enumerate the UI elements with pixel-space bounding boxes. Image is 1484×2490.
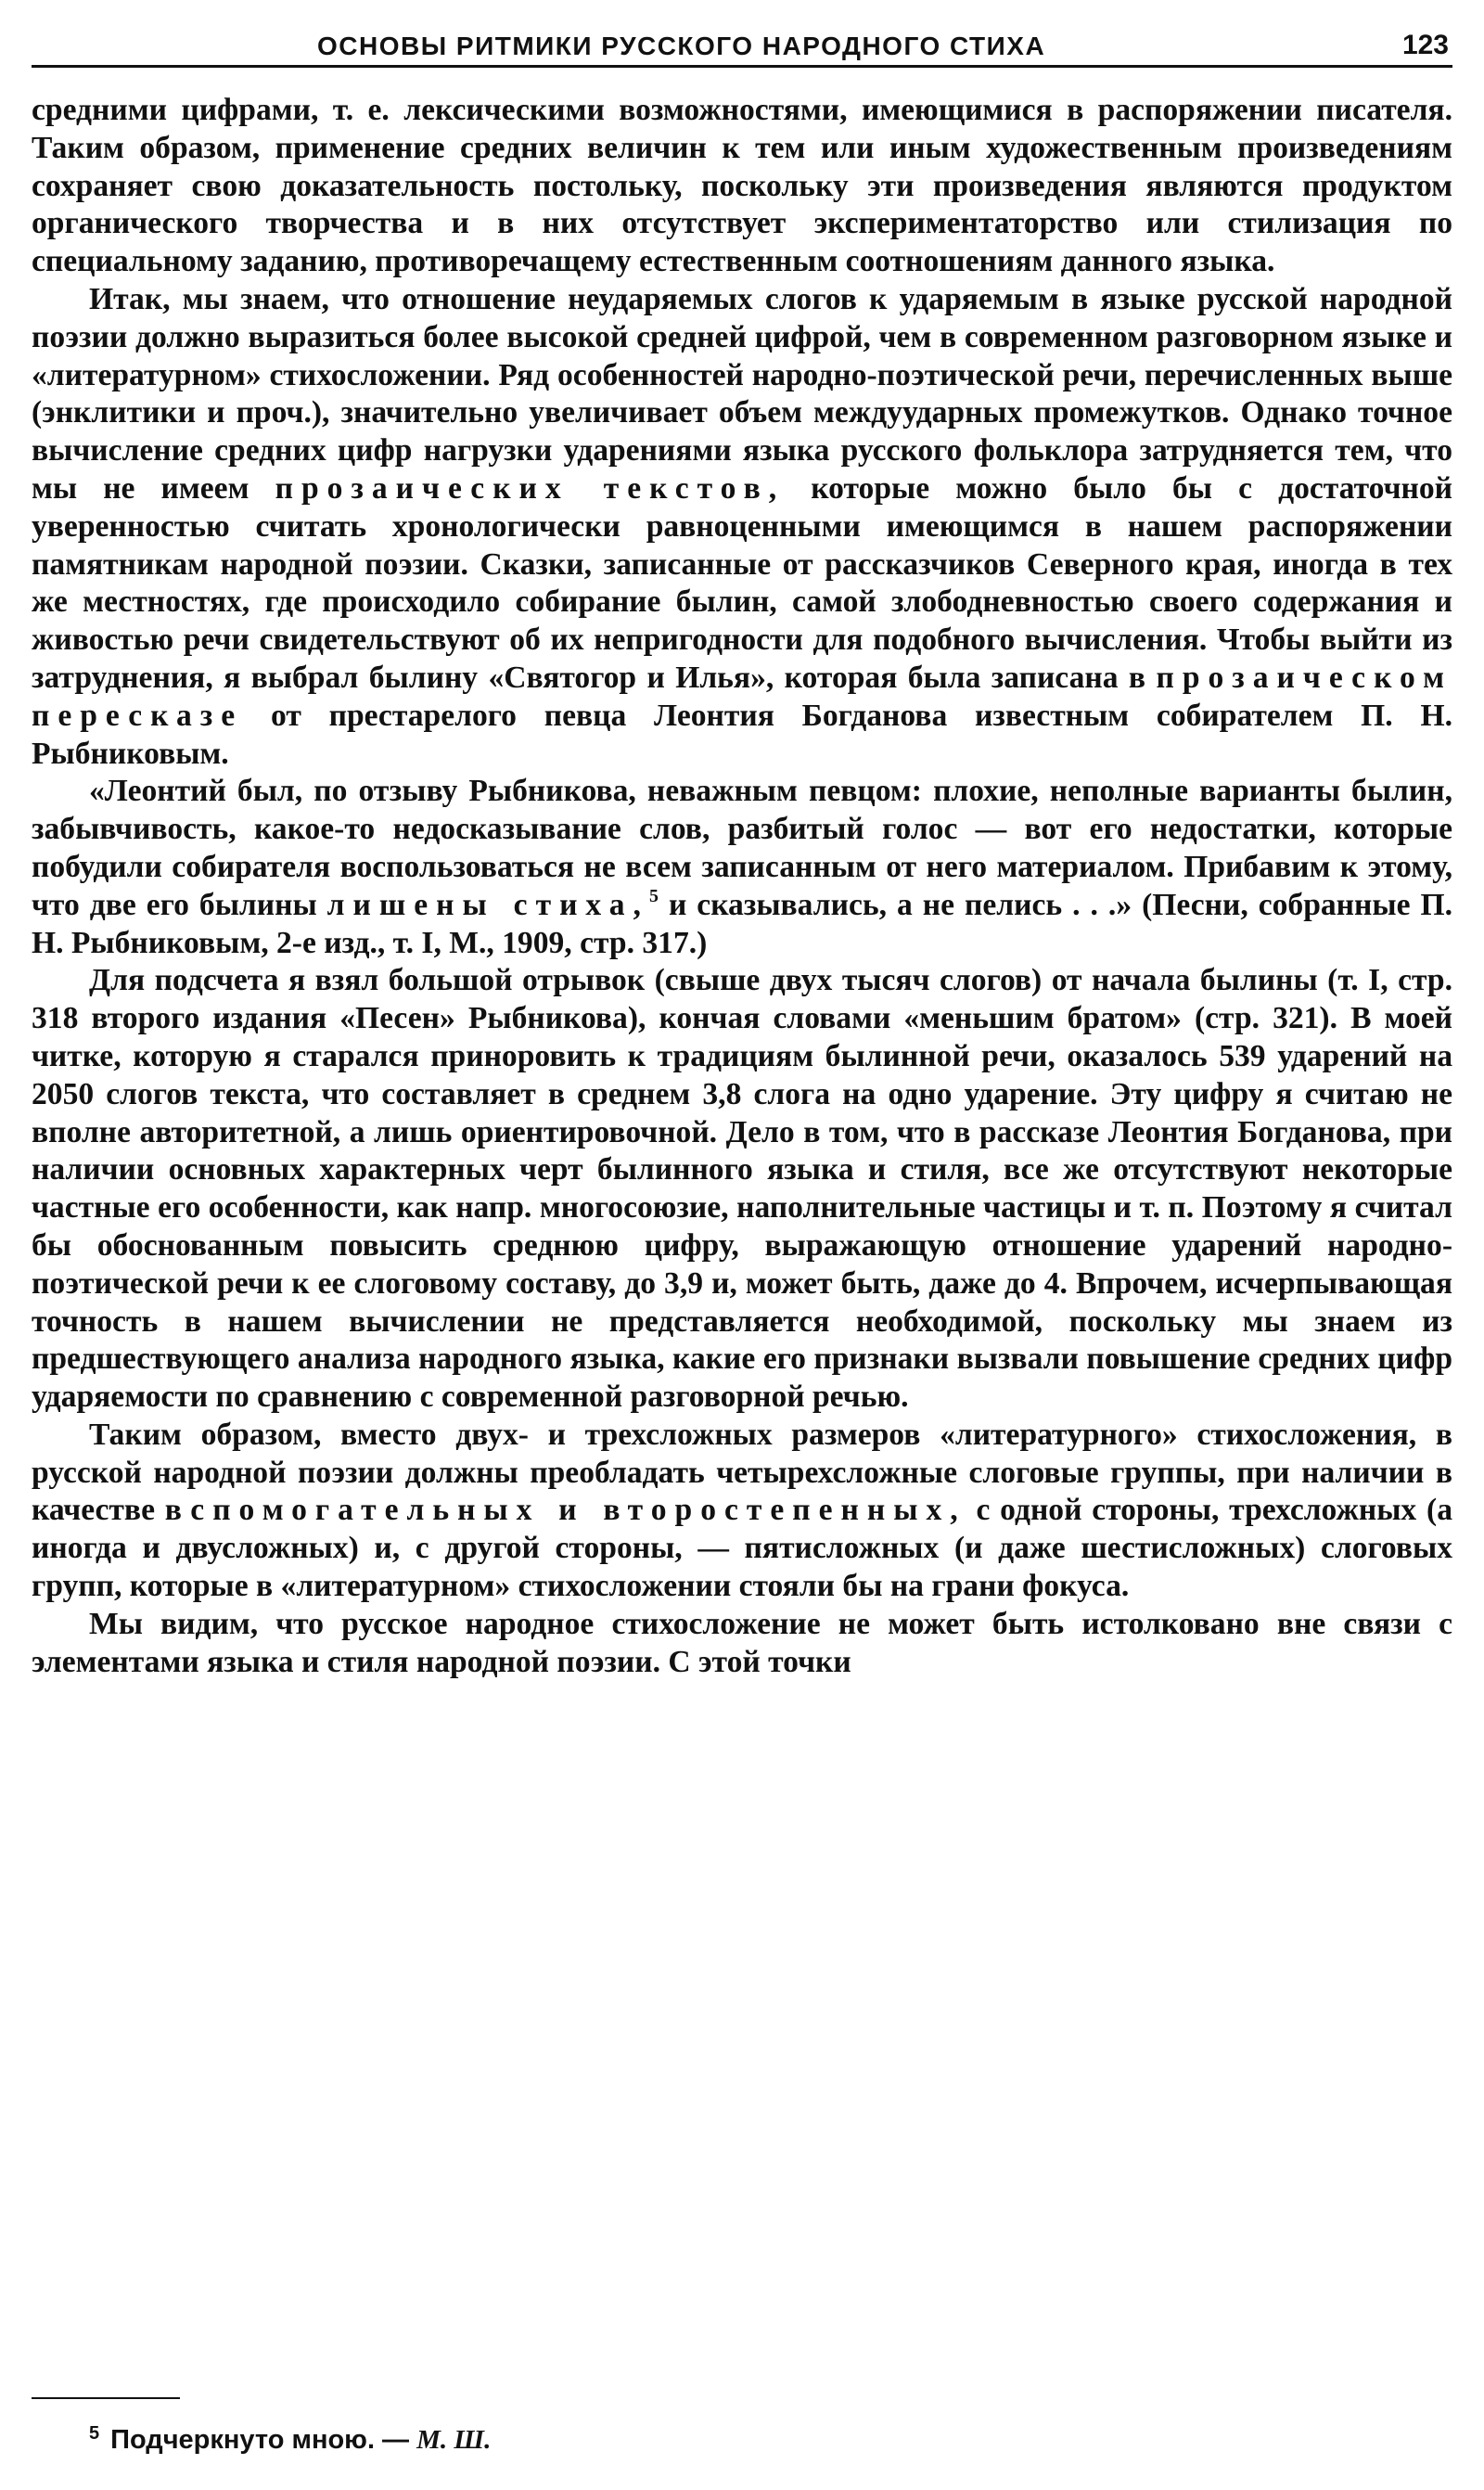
paragraph-3-quote: «Леонтий был, по отзыву Рыбникова, неважным певцом: плохие, неполные варианты былин, забывчивость, какое-то недосказывание слов, разбитый голос — вот его недостатки, которые побудили собирателя воспользоваться не всем записанным от него материалом. Прибавим к этому, что две его былины лишены стиха,$^5$ и сказывались, а не пелись . . .» (Песни, собранные П. Н. Рыбниковым, 2-е изд., т. I, М., 1909, стр. 317.) [32, 774, 1452, 960]
page-number: 123 [1401, 30, 1449, 60]
paragraph-5: Таким образом, вместо двух- и трехсложных размеров «литературного» стихосложения, в русской народной поэзии должны преобладать четырехсложные слоговые группы, при наличии в качестве вспомогательных и второстепенных, с одной стороны, трехсложных (а иногда и двусложных) и, с другой стороны, — пятисложных (и даже шестисложных) слоговых групп, которые в «литературном» стихосложении стояли бы на грани фокуса. [32, 1417, 1452, 1604]
spaced-emphasis: прозаическом пересказе [32, 660, 1452, 733]
footnote-reference: 5 [648, 885, 659, 906]
footnote-divider [32, 2397, 180, 2399]
spaced-emphasis: прозаических текстов, [275, 470, 786, 506]
paragraph-4: Для подсчета я взял большой отрывок (свыше двух тысяч слогов) от начала былины (т. I, стр. 318 второго издания «Песен» Рыбникова), кончая словами «меньшим братом» (стр. 321). В моей читке, которую я старался приноровить к традициям былинной речи, оказалось 539 ударений на 2050 слогов текста, что составляет в среднем 3,8 слога на одно ударение. Эту цифру я считаю не вполне авторитетной, а лишь ориентировочной. Дело в том, что в рассказе Леонтия Богданова, при наличии основных характерных черт былинного языка и стиля, все же отсутствуют некоторые частные его особенности, как напр. многосоюзие, наполнительные частицы и т. п. Поэтому я считал бы обоснованным повысить среднюю цифру, выражающую отношение ударений народно-поэтической речи к ее слоговому составу, до 3,9 и, может быть, даже до 4. Впрочем, исчерпывающая точность в нашем вычислении не представляется необходимой, поскольку мы знаем из предшествующего анализа народного языка, какие его признаки вызвали повышение средних цифр ударяемости по сравнению с современной разговорной речью. [32, 963, 1452, 1415]
footnote-mark: 5 [89, 2423, 100, 2444]
footnote-author: М. Ш. [416, 2425, 492, 2455]
footnote-text: Подчеркнуто мною. — [110, 2425, 410, 2455]
page-header [32, 22, 1452, 68]
paragraph-2: Итак, мы знаем, что отношение неударяемых слогов к ударяемым в языке русской народной поэзии должно выразиться более высокой средней цифрой, чем в современном разговорном языке и «литературном» стихосложении. Ряд особенностей народно-поэтической речи, перечисленных выше (энклитики и проч.), значительно увеличивает объем междуударных промежутков. Однако точное вычисление средних цифр нагрузки ударениями языка русского фольклора затрудняется тем, что мы не имеем прозаических текстов, которые можно было бы с достаточной уверенностью считать хронологически равноценными имеющимся в нашем распоряжении памятникам народной поэзии. Сказки, записанные от рассказчиков Северного края, иногда в тех же местностях, где происходило собирание былин, самой злободневностью своего содержания и живостью речи свидетельствуют об их непригодности для подобного вычисления. Чтобы выйти из затруднения, я выбрал былину «Святогор и Илья», которая была записана в прозаическом пересказе от престарелого певца Леонтия Богданова известным собирателем П. Н. Рыбниковым. [32, 281, 1452, 771]
paragraph-1: средними цифрами, т. е. лексическими возможностями, имеющимися в распоряжении писателя. Таким образом, применение средних величин к тем или иным художественным произведениям сохраняет свою доказательность постольку, поскольку эти произведения являются продуктом органического творчества и в них отсутствует экспериментаторство или стилизация по специальному заданию, противоречащему естественным соотношениям данного языка. [32, 93, 1452, 279]
running-title: ОСНОВЫ РИТМИКИ РУССКОГО НАРОДНОГО СТИХА [317, 32, 1046, 60]
book-page [32, 22, 1452, 1681]
footnote [89, 2423, 491, 2456]
paragraph-6: Мы видим, что русское народное стихосложение не может быть истолковано вне связи с элементами языка и стиля народной поэзии. С этой точки [32, 1606, 1452, 1679]
spaced-emphasis: лишены стиха, [326, 887, 649, 922]
body-text [32, 92, 1452, 1681]
spaced-emphasis: вспомогательных и второстепенных, [164, 1493, 966, 1528]
